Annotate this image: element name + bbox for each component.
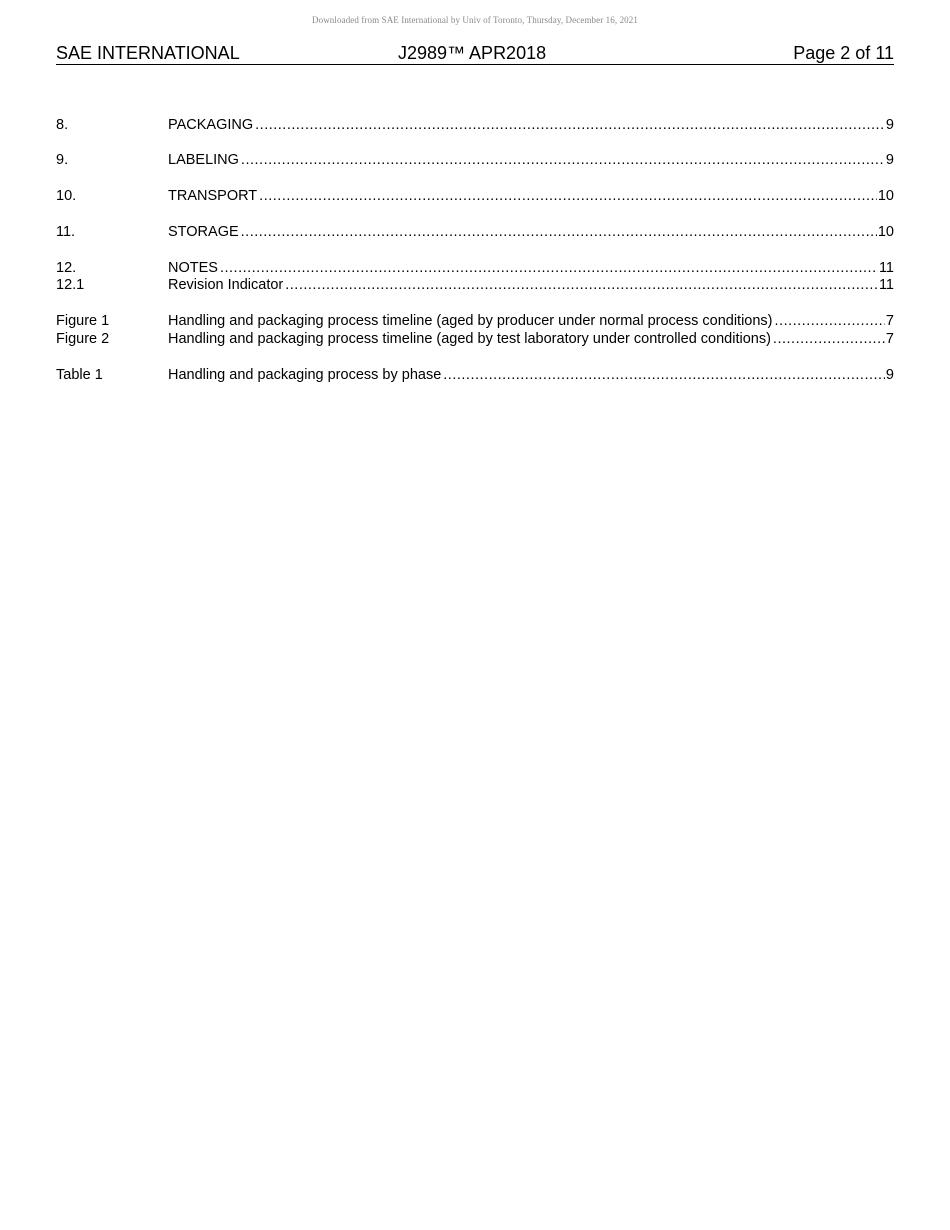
- toc-page-number: 9: [885, 367, 894, 383]
- header-organization: SAE INTERNATIONAL: [56, 43, 240, 63]
- toc-title: TRANSPORT: [168, 188, 258, 204]
- toc-page-number: 10: [877, 224, 894, 240]
- toc-page-number: 10: [877, 188, 894, 204]
- toc-title: Handling and packaging process by phase: [168, 367, 442, 383]
- toc-title: Handling and packaging process timeline (aged by test laboratory under controlled conditions): [168, 331, 771, 347]
- toc-line: [168, 366, 894, 384]
- toc-entry-transport[interactable]: [56, 187, 894, 205]
- header-page-number: Page 2 of 11: [793, 43, 894, 63]
- toc-page-number: 11: [878, 260, 894, 276]
- toc-dot-leader: [443, 366, 885, 384]
- toc-dot-leader: [259, 187, 877, 205]
- toc-line: [168, 187, 894, 205]
- toc-entry-labeling[interactable]: [56, 151, 894, 169]
- header-document-id: J2989™ APR2018: [398, 43, 547, 63]
- toc-line: [168, 223, 894, 241]
- toc-title: STORAGE: [168, 224, 239, 240]
- toc-dot-leader: [255, 116, 885, 134]
- toc-number: 10.: [56, 188, 77, 204]
- toc-dot-leader: [220, 259, 878, 277]
- toc-number: Figure 1: [56, 313, 110, 329]
- toc-dot-leader: [241, 223, 877, 241]
- toc-number: Figure 2: [56, 331, 110, 347]
- toc-number: Table 1: [56, 367, 103, 383]
- toc-number: 9.: [56, 152, 69, 168]
- toc-line: [168, 151, 894, 169]
- toc-page-number: 9: [885, 152, 894, 168]
- toc-entry-storage[interactable]: [56, 223, 894, 241]
- toc-number: 12.1: [56, 277, 85, 293]
- toc-number: 11.: [56, 224, 76, 240]
- toc-entry-figure-2[interactable]: [56, 330, 894, 348]
- toc-entry-notes[interactable]: [56, 259, 894, 277]
- toc-line: [168, 116, 894, 134]
- toc-title: PACKAGING: [168, 117, 254, 133]
- toc-number: 12.: [56, 260, 77, 276]
- toc-entry-figure-1[interactable]: [56, 312, 894, 330]
- toc-entry-table-1[interactable]: [56, 366, 894, 384]
- download-watermark: Downloaded from SAE International by Univ of Toronto, Thursday, December 16, 2021: [312, 15, 638, 25]
- toc-line: [168, 330, 894, 348]
- toc-line: [168, 312, 894, 330]
- toc-page-number: 11: [878, 277, 894, 293]
- toc-entry-revision-indicator[interactable]: [56, 276, 894, 294]
- page-header: [56, 43, 894, 65]
- toc-title: LABELING: [168, 152, 239, 168]
- toc-line: [168, 276, 894, 294]
- toc-entry-packaging[interactable]: [56, 116, 894, 134]
- toc-page-number: 7: [885, 313, 894, 329]
- toc-dot-leader: [773, 330, 885, 348]
- toc-dot-leader: [241, 151, 885, 169]
- toc-title: Handling and packaging process timeline (aged by producer under normal process conditions): [168, 313, 773, 329]
- toc-page-number: 7: [885, 331, 894, 347]
- toc-title: Revision Indicator: [168, 277, 284, 293]
- toc-dot-leader: [285, 276, 878, 294]
- toc-line: [168, 259, 894, 277]
- toc-dot-leader: [775, 312, 885, 330]
- toc-number: 8.: [56, 117, 69, 133]
- toc-page-number: 9: [885, 117, 894, 133]
- toc-title: NOTES: [168, 260, 218, 276]
